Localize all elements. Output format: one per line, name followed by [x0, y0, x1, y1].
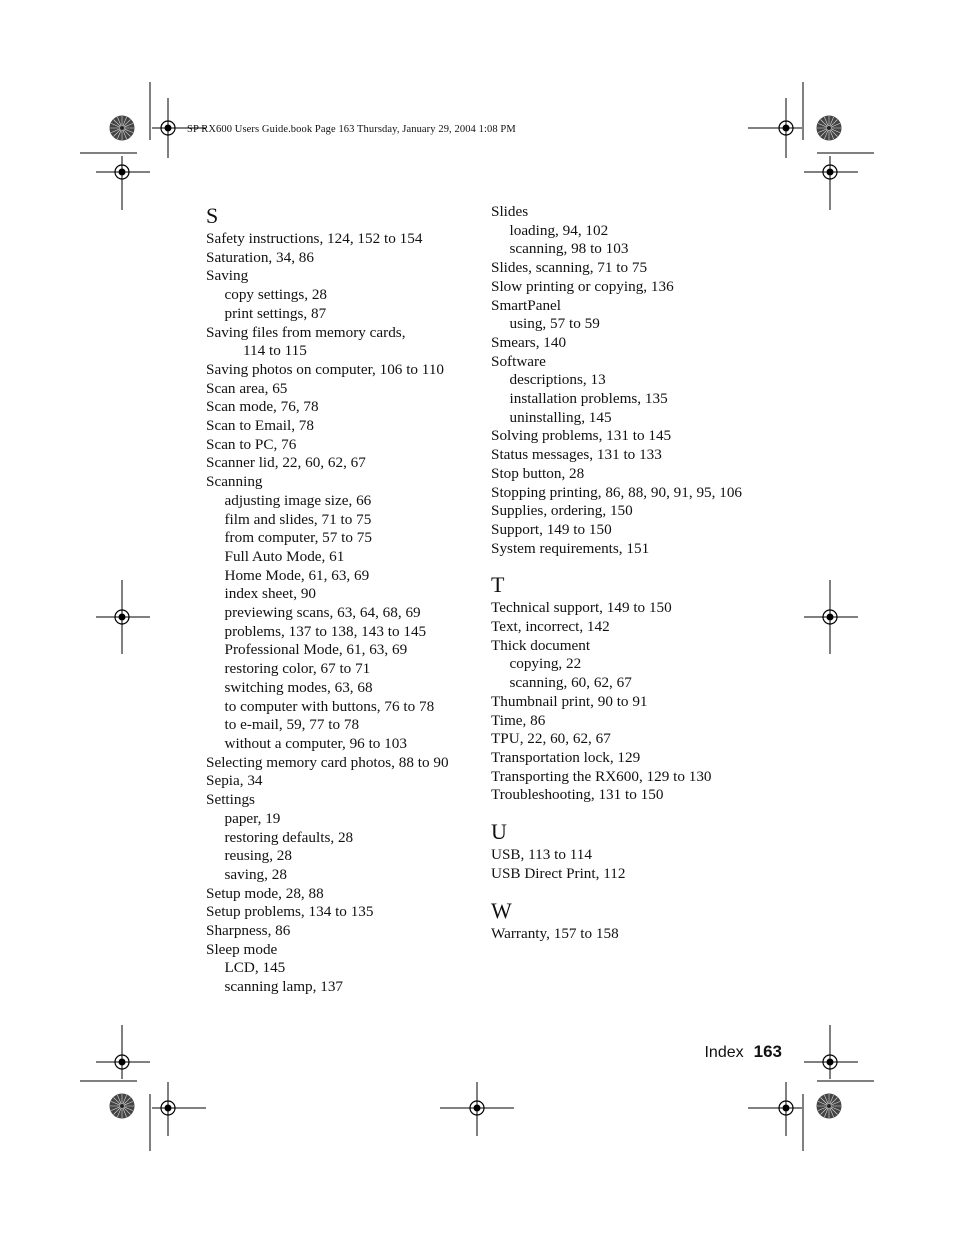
index-entry: Transporting the RX600, 129 to 130 [491, 767, 712, 785]
index-subentry: adjusting image size, 66 [224, 491, 372, 509]
index-entry: Selecting memory card photos, 88 to 90 [206, 753, 449, 771]
index-entry: Status messages, 131 to 133 [491, 446, 662, 464]
footer-label: Index [704, 1044, 744, 1061]
index-letter-heading: T [491, 572, 505, 598]
index-entry: Setup mode, 28, 88 [206, 884, 324, 902]
index-subentry: restoring color, 67 to 71 [224, 660, 371, 678]
index-subentry: without a computer, 96 to 103 [224, 734, 407, 752]
index-subentry: film and slides, 71 to 75 [224, 510, 372, 528]
index-entry: Scan mode, 76, 78 [206, 398, 319, 416]
index-entry: Scan to PC, 76 [206, 435, 297, 453]
index-subentry: installation problems, 135 [509, 390, 668, 408]
index-subentry: to e-mail, 59, 77 to 78 [224, 716, 360, 734]
index-subentry: Professional Mode, 61, 63, 69 [224, 641, 408, 659]
index-entry: Sharpness, 86 [206, 922, 291, 940]
index-entry: 114 to 115 [243, 342, 307, 360]
index-entry: TPU, 22, 60, 62, 67 [491, 730, 611, 748]
index-entry: Settings [206, 791, 255, 809]
index-subentry: reusing, 28 [224, 847, 292, 865]
index-entry: Text, incorrect, 142 [491, 618, 610, 636]
index-entry: USB, 113 to 114 [491, 846, 592, 864]
index-subentry: loading, 94, 102 [509, 221, 609, 239]
index-entry: Sleep mode [206, 940, 278, 958]
index-subentry: scanning lamp, 137 [224, 978, 344, 996]
index-entry: Warranty, 157 to 158 [491, 924, 619, 942]
index-entry: Setup problems, 134 to 135 [206, 903, 374, 921]
index-entry: Safety instructions, 124, 152 to 154 [206, 230, 423, 247]
index-entry: System requirements, 151 [491, 539, 650, 557]
index-letter-heading: S [206, 203, 219, 228]
index-entry: Thumbnail print, 90 to 91 [491, 692, 648, 710]
index-subentry: restoring defaults, 28 [224, 828, 354, 846]
index-entry: Stop button, 28 [491, 464, 585, 482]
index-entry: Scanning [206, 473, 263, 491]
index-subentry: Home Mode, 61, 63, 69 [224, 566, 370, 584]
color-bar-top-right [817, 116, 842, 141]
index-entry: Supplies, ordering, 150 [491, 502, 633, 520]
index-entry: Software [491, 352, 546, 370]
index-entry: Scan area, 65 [206, 379, 288, 397]
index-subentry: paper, 19 [224, 809, 281, 827]
index-subentry: copy settings, 28 [224, 286, 328, 304]
index-subentry: scanning, 60, 62, 67 [509, 674, 632, 692]
print-header-info: SP RX600 Users Guide.book Page 163 Thursday, January 29, 2004 1:08 PM [187, 124, 516, 135]
index-entry: Saturation, 34, 86 [206, 248, 314, 266]
index-letter-heading: W [491, 897, 512, 923]
index-entry: Scan to Email, 78 [206, 417, 314, 435]
index-entry: Transportation lock, 129 [491, 748, 641, 766]
index-subentry: from computer, 57 to 75 [224, 529, 372, 547]
index-subentry: print settings, 87 [224, 304, 327, 322]
color-bar-top-left [110, 116, 135, 141]
index-entry: Solving problems, 131 to 145 [491, 427, 672, 445]
index-subentry: scanning, 98 to 103 [509, 240, 629, 258]
index-entry: SmartPanel [491, 296, 562, 314]
index-entry: Saving files from memory cards, [206, 323, 406, 341]
index-entry: Support, 149 to 150 [491, 520, 612, 538]
index-entry: Stopping printing, 86, 88, 90, 91, 95, 106 [491, 483, 743, 501]
index-subentry: previewing scans, 63, 64, 68, 69 [224, 604, 421, 622]
index-entry: Saving photos on computer, 106 to 110 [206, 360, 445, 378]
index-entry: Saving [206, 267, 249, 285]
index-subentry: using, 57 to 59 [509, 315, 600, 333]
index-subentry: index sheet, 90 [224, 585, 317, 603]
index-entry: Smears, 140 [491, 333, 567, 351]
index-entry: Sepia, 34 [206, 772, 263, 790]
index-entry: Slides [491, 203, 529, 220]
index-entry: Slow printing or copying, 136 [491, 277, 674, 295]
index-subentry: copying, 22 [509, 655, 582, 673]
index-subentry: switching modes, 63, 68 [224, 678, 373, 696]
index-subentry: LCD, 145 [224, 959, 286, 977]
index-subentry: saving, 28 [224, 865, 287, 883]
index-subentry: uninstalling, 145 [509, 408, 612, 426]
index-entry: Scanner lid, 22, 60, 62, 67 [206, 454, 366, 472]
index-entry: USB Direct Print, 112 [491, 864, 626, 882]
index-subentry: Full Auto Mode, 61 [224, 547, 345, 565]
color-bar-bottom-left [110, 1094, 135, 1119]
index-subentry: problems, 137 to 138, 143 to 145 [224, 622, 427, 640]
index-entry: Thick document [491, 636, 591, 654]
index-entry: Slides, scanning, 71 to 75 [491, 259, 648, 277]
index-subentry: descriptions, 13 [509, 371, 606, 389]
index-entry: Technical support, 149 to 150 [491, 599, 672, 617]
page-number: 163 [753, 1042, 782, 1061]
index-entry: Troubleshooting, 131 to 150 [491, 786, 664, 804]
color-bar-bottom-right [817, 1094, 842, 1119]
index-letter-heading: U [491, 819, 507, 845]
index-subentry: to computer with buttons, 76 to 78 [224, 697, 435, 715]
index-entry: Time, 86 [491, 711, 546, 729]
